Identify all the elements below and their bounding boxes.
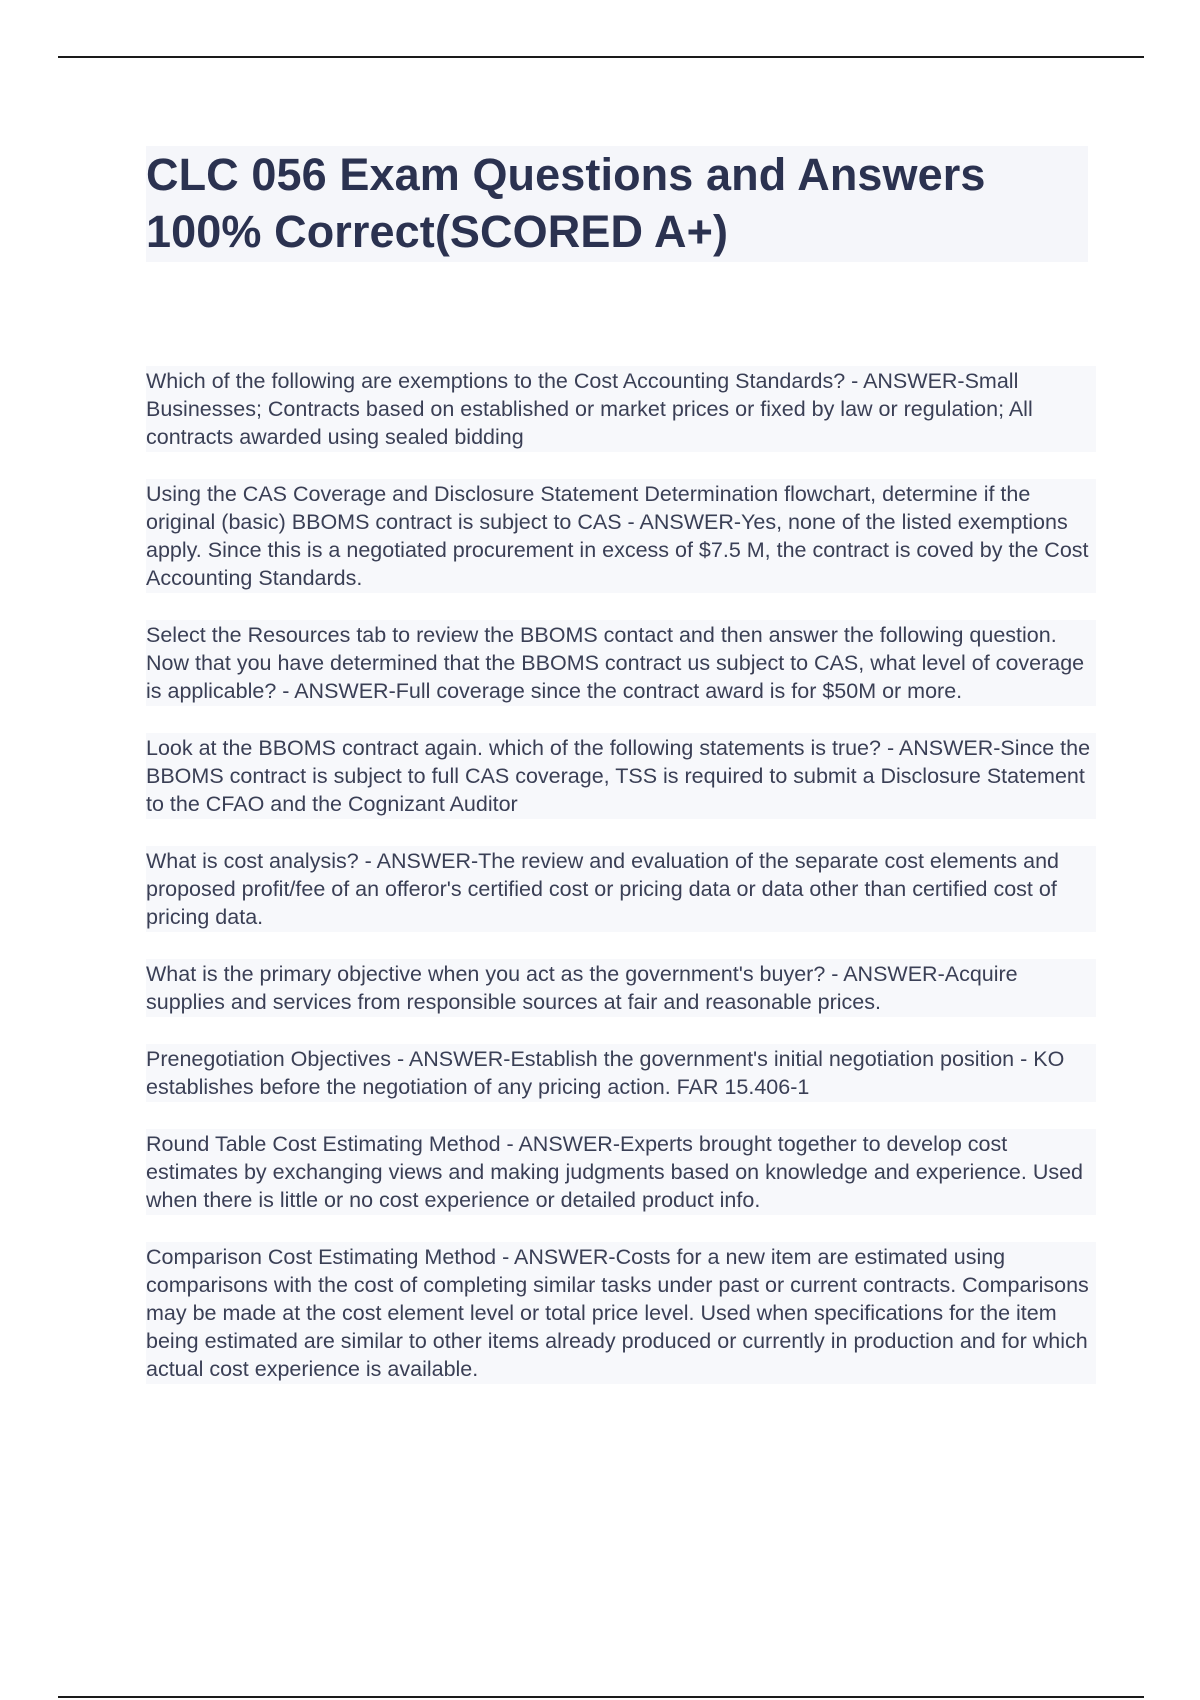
qa-item: Select the Resources tab to review the BBOMS contact and then answer the following question. Now that you have determined that the BBOMS contract us subject to CAS, what level of coverage is applicable? - ANSWER-Full coverage since the contract award is for $50M or more. — [146, 620, 1096, 706]
qa-item: Prenegotiation Objectives - ANSWER-Establish the government's initial negotiation position - KO establishes before the negotiation of any pricing action. FAR 15.406-1 — [146, 1044, 1096, 1102]
title-block — [146, 146, 1088, 262]
qa-list — [146, 366, 1096, 1411]
qa-item: What is the primary objective when you act as the government's buyer? - ANSWER-Acquire supplies and services from responsible sources at fair and reasonable prices. — [146, 959, 1096, 1017]
qa-item: Round Table Cost Estimating Method - ANSWER-Experts brought together to develop cost estimates by exchanging views and making judgments based on knowledge and experience. Used when there is little or no cost experience or detailed product info. — [146, 1129, 1096, 1215]
qa-item: Look at the BBOMS contract again. which of the following statements is true? - ANSWER-Since the BBOMS contract is subject to full CAS coverage, TSS is required to submit a Disclosure Statement to the CFAO and the Cognizant Auditor — [146, 733, 1096, 819]
qa-item: Using the CAS Coverage and Disclosure Statement Determination flowchart, determine if the original (basic) BBOMS contract is subject to CAS - ANSWER-Yes, none of the listed exemptions apply. Since this is a negotiated procurement in excess of $7.5 M, the contract is coved by the Cost Accounting Standards. — [146, 479, 1096, 593]
page-title: CLC 056 Exam Questions and Answers 100% Correct(SCORED A+) — [146, 149, 986, 257]
qa-item: Which of the following are exemptions to the Cost Accounting Standards? - ANSWER-Small Businesses; Contracts based on established or market prices or fixed by law or regulation; All contracts awarded using sealed bidding — [146, 366, 1096, 452]
footer-rule — [58, 1696, 1144, 1698]
qa-item: Comparison Cost Estimating Method - ANSWER-Costs for a new item are estimated using comparisons with the cost of completing similar tasks under past or current contracts. Comparisons may be made at the cost element level or total price level. Used when specifications for the item being estimated are similar to other items already produced or currently in production and for which actual cost experience is available. — [146, 1242, 1096, 1384]
header-rule — [58, 56, 1144, 58]
qa-item: What is cost analysis? - ANSWER-The review and evaluation of the separate cost elements and proposed profit/fee of an offeror's certified cost or pricing data or data other than certified cost of pricing data. — [146, 846, 1096, 932]
